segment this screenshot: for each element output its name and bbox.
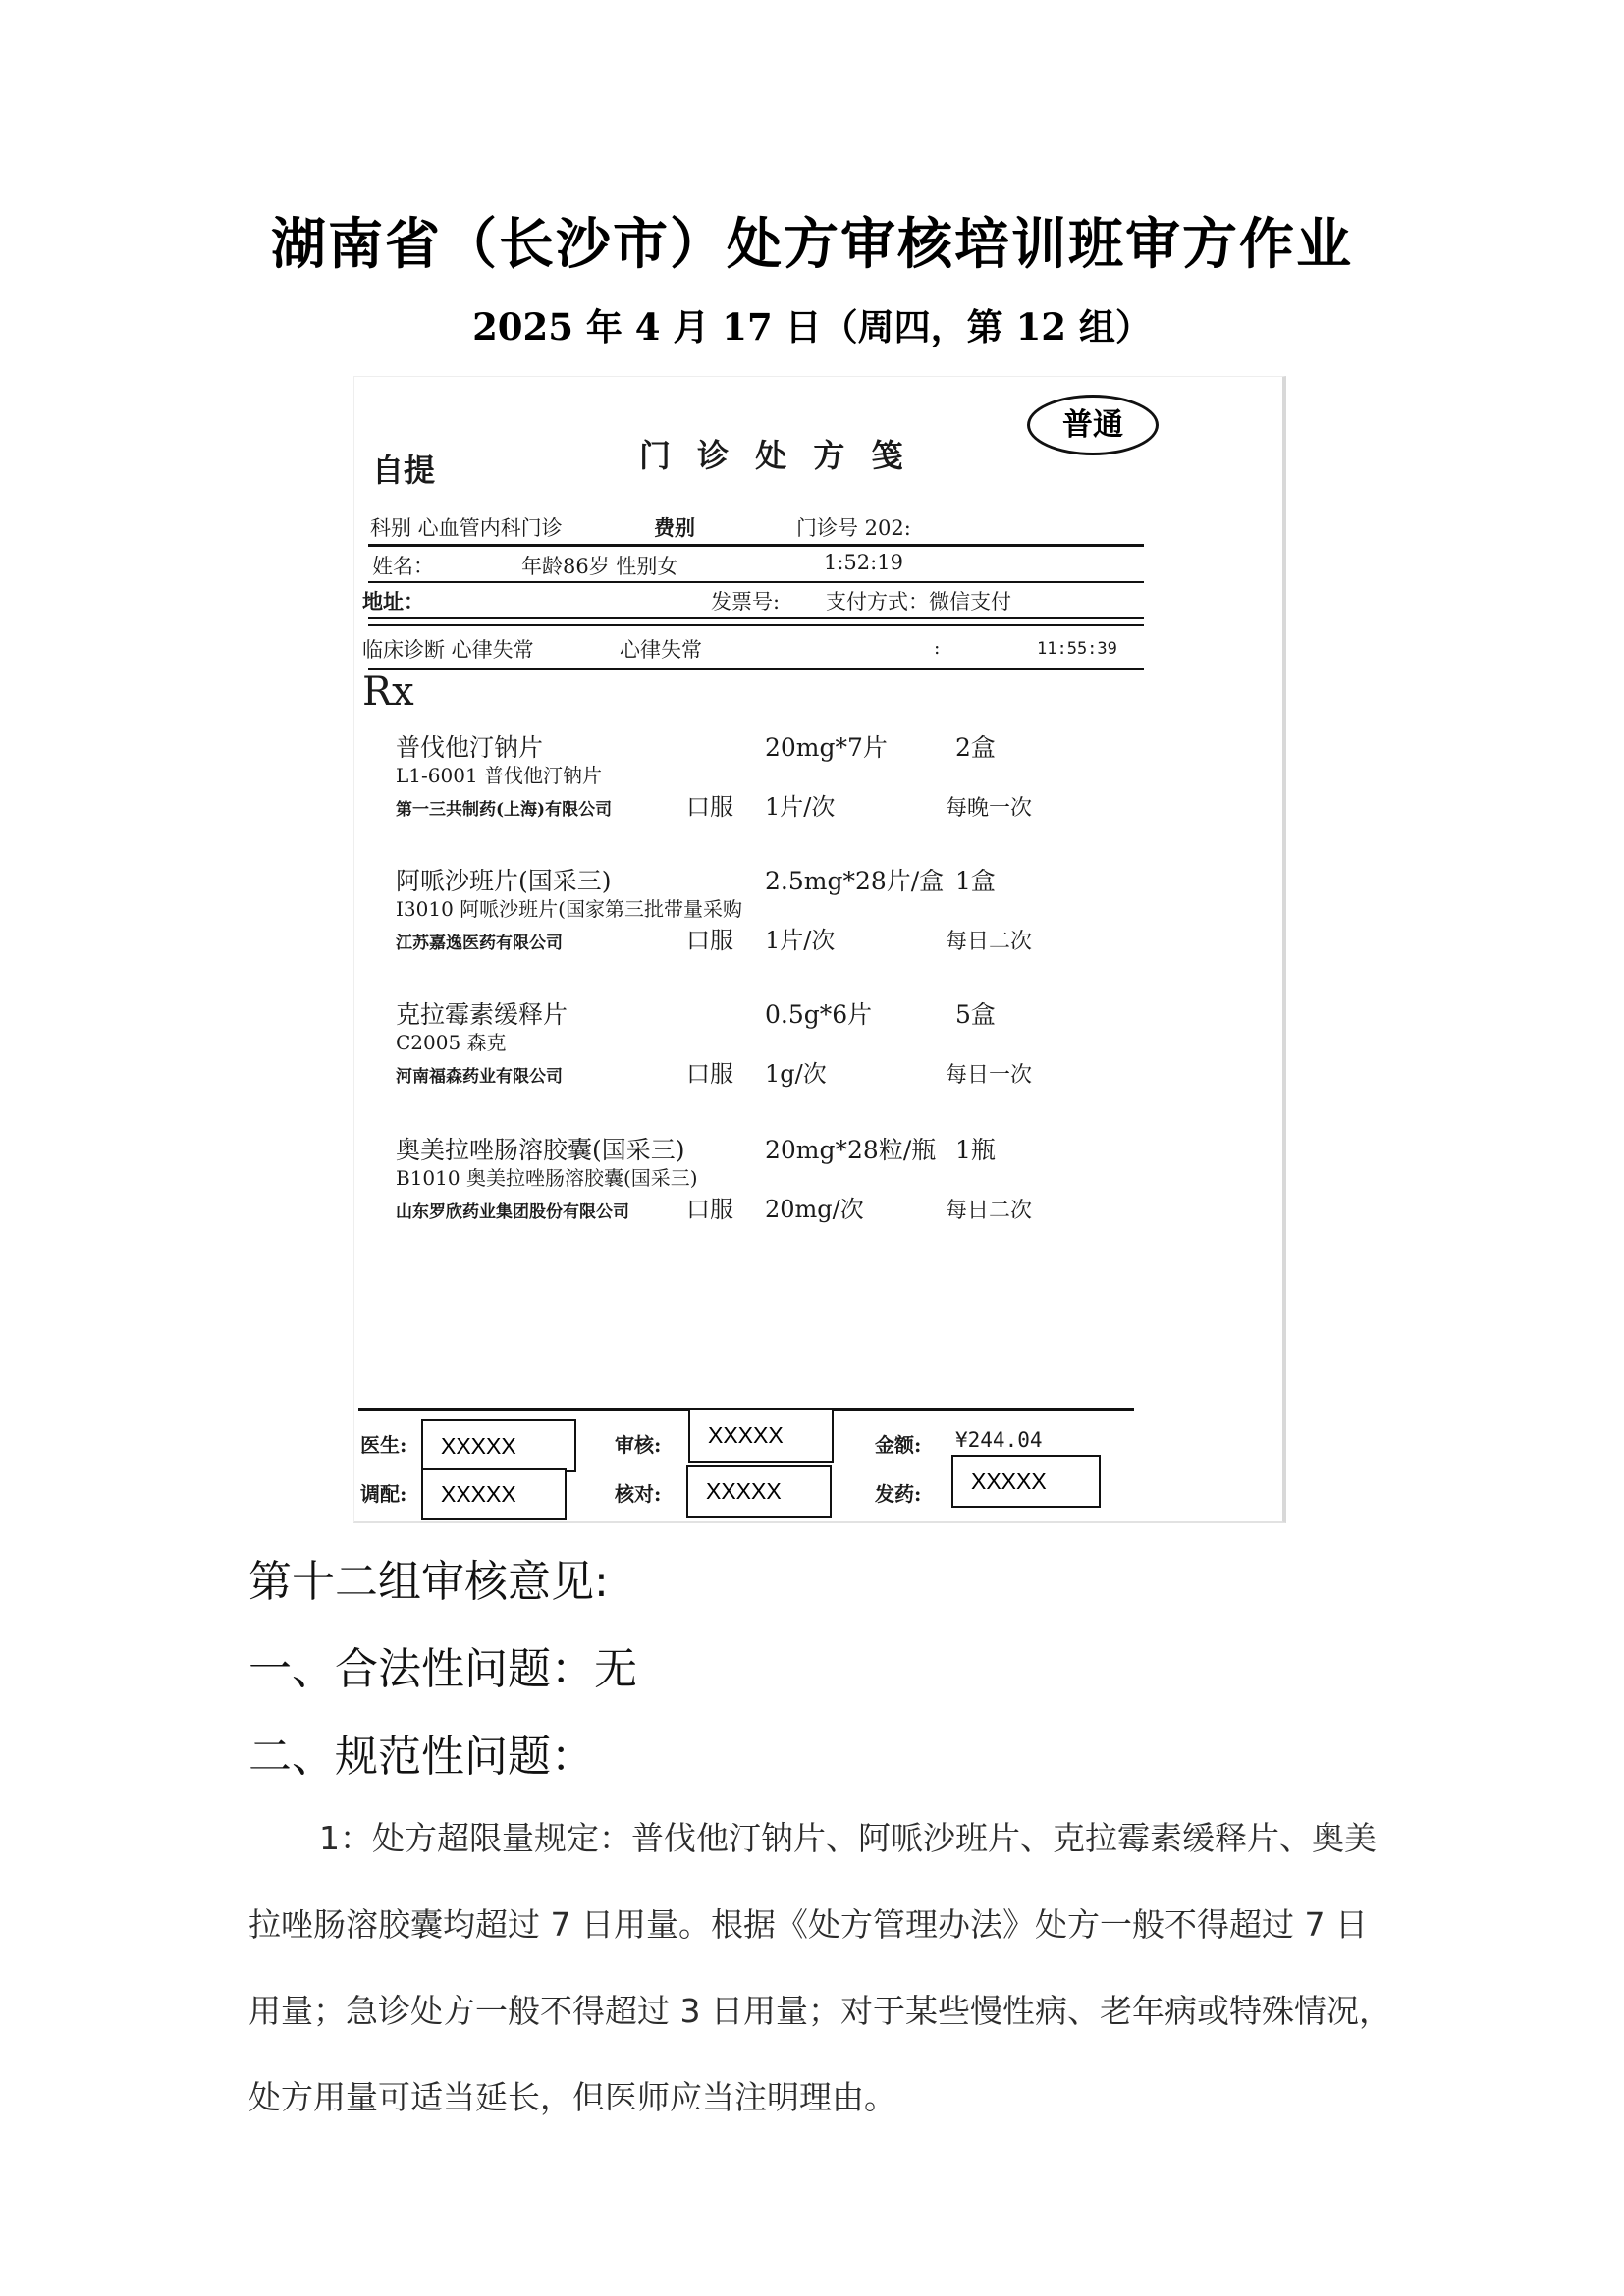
- fee-type: 费别: [654, 515, 695, 540]
- drug-code: I3010 阿哌沙班片(国家第三批带量采购: [396, 897, 742, 921]
- drug-dose: 1g/次: [765, 1060, 827, 1088]
- drug-maker: 第一三共制药(上海)有限公司: [396, 800, 613, 820]
- review-signature-box: XXXXX: [688, 1408, 834, 1463]
- drug-frequency: 每晚一次: [946, 796, 1033, 821]
- visit-time: 1:52:19: [824, 551, 903, 574]
- paragraph-line: 处方用量可适当延长，但医师应当注明理由。: [248, 2078, 896, 2116]
- drug-qty: 2盒: [955, 733, 996, 762]
- check-label: 核对:: [615, 1482, 662, 1506]
- colon-mark: :: [934, 637, 941, 659]
- department: 科别 心血管内科门诊: [370, 516, 563, 540]
- paragraph-line: 用量；急诊处方一般不得超过 3 日用量；对于某些慢性病、老年病或特殊情况，: [248, 1992, 1391, 2030]
- prescription-type-badge: 普通: [1027, 395, 1159, 455]
- drug-frequency: 每日一次: [946, 1063, 1033, 1088]
- drug-route: 口服: [686, 1196, 733, 1223]
- form-title: 门 诊 处 方 笺: [639, 437, 911, 474]
- drug-spec: 20mg*28粒/瓶: [765, 1136, 937, 1164]
- drug-maker: 山东罗欣药业集团股份有限公司: [396, 1202, 629, 1222]
- amount-label: 金额:: [875, 1433, 922, 1457]
- issue-label: 发药:: [875, 1482, 922, 1506]
- paragraph-line: 1：处方超限量规定：普伐他汀钠片、阿哌沙班片、克拉霉素缓释片、奥美: [319, 1819, 1377, 1857]
- drug-maker: 河南福森药业有限公司: [396, 1067, 563, 1087]
- drug-code: L1-6001 普伐他汀钠片: [396, 764, 603, 787]
- document-subtitle: 2025 年 4 月 17 日（周四，第 12 组）: [472, 305, 1152, 348]
- drug-route: 口服: [686, 1060, 733, 1088]
- issue-signature-box: XXXXX: [951, 1455, 1101, 1508]
- drug-qty: 5盒: [955, 1000, 996, 1029]
- drug-dose: 1片/次: [765, 793, 836, 821]
- address-label: 地址：: [362, 589, 424, 614]
- clinic-number: 门诊号 202:: [796, 516, 911, 540]
- opinion-heading: 第十二组审核意见:: [248, 1557, 609, 1607]
- diagnosis-secondary: 心律失常: [620, 638, 702, 662]
- patient-name-label: 姓名：: [372, 555, 434, 578]
- pickup-label: 自提: [372, 452, 436, 489]
- drug-frequency: 每日二次: [946, 1199, 1033, 1223]
- drug-name: 奥美拉唑肠溶胶囊(国采三): [396, 1136, 685, 1164]
- drug-qty: 1瓶: [955, 1136, 996, 1164]
- drug-code: C2005 森克: [396, 1031, 507, 1054]
- drug-spec: 2.5mg*28片/盒: [765, 867, 945, 895]
- drug-dose: 20mg/次: [765, 1196, 864, 1223]
- document-title: 湖南省（长沙市）处方审核培训班审方作业: [271, 212, 1353, 277]
- legality-item: 一、合法性问题：无: [248, 1644, 637, 1694]
- dispense-signature-box: XXXXX: [421, 1468, 567, 1520]
- drug-dose: 1片/次: [765, 927, 836, 954]
- drug-qty: 1盒: [955, 867, 996, 895]
- amount-value: ¥244.04: [955, 1428, 1043, 1452]
- review-label: 审核:: [615, 1433, 662, 1457]
- drug-frequency: 每日二次: [946, 930, 1033, 954]
- drug-name: 阿哌沙班片(国采三): [396, 867, 612, 895]
- invoice-number: 发票号:: [711, 590, 781, 614]
- drug-name: 克拉霉素缓释片: [396, 1000, 568, 1029]
- print-time: 11:55:39: [1037, 639, 1117, 659]
- drug-spec: 0.5g*6片: [765, 1000, 873, 1029]
- drug-route: 口服: [686, 793, 733, 821]
- prescription-image: [353, 376, 1286, 1523]
- standardization-item: 二、规范性问题：: [248, 1732, 594, 1782]
- drug-spec: 20mg*7片: [765, 733, 888, 762]
- patient-age-sex: 年龄86岁 性别女: [521, 555, 678, 578]
- payment-method: 支付方式：微信支付: [826, 590, 1011, 614]
- paragraph-line: 拉唑肠溶胶囊均超过 7 日用量。根据《处方管理办法》处方一般不得超过 7 日: [248, 1905, 1368, 1944]
- doctor-signature-box: XXXXX: [421, 1419, 576, 1472]
- drug-route: 口服: [686, 927, 733, 954]
- doctor-label: 医生:: [360, 1433, 407, 1457]
- check-signature-box: XXXXX: [686, 1465, 832, 1518]
- clinical-diagnosis: 临床诊断 心律失常: [362, 638, 534, 662]
- dispense-label: 调配:: [360, 1482, 407, 1506]
- drug-name: 普伐他汀钠片: [396, 733, 544, 762]
- rx-symbol: Rx: [362, 669, 414, 715]
- drug-maker: 江苏嘉逸医药有限公司: [396, 934, 563, 953]
- drug-code: B1010 奥美拉唑肠溶胶囊(国采三): [396, 1166, 698, 1190]
